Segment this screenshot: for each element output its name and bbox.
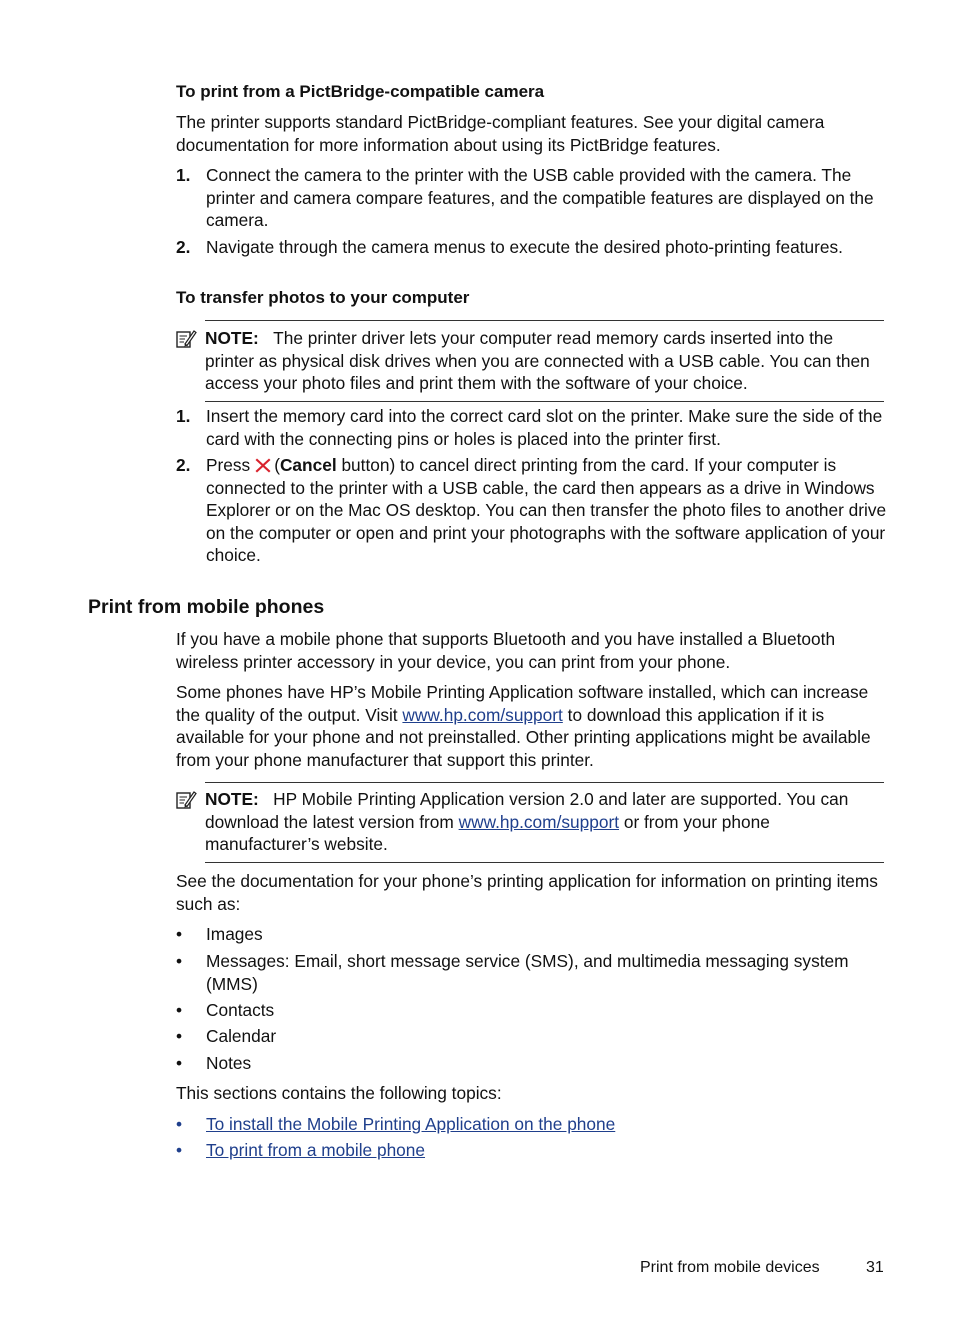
step-number: 2.: [176, 237, 191, 257]
bullet-marker: •: [176, 1140, 183, 1160]
bullet-marker: •: [176, 1053, 183, 1073]
page-number: 31: [866, 1259, 884, 1276]
topics-intro: This sections contains the following topics:: [176, 1083, 502, 1103]
note-body: The printer driver lets your computer read memory cards inserted into the printer as physical disk drives when you are connected with a USB cable. You can then access your photo files and print them with the software of your choice.: [205, 328, 870, 393]
list-item-text: Images: [206, 924, 263, 944]
bullet-marker: •: [176, 1114, 183, 1134]
note-top-rule: [205, 782, 884, 783]
note-icon: [175, 789, 197, 811]
hp-support-link[interactable]: www.hp.com/support: [458, 811, 620, 832]
note-label: NOTE:: [205, 789, 259, 809]
topic-link-install[interactable]: To install the Mobile Printing Application on the phone: [206, 1114, 616, 1134]
mobile-note: [205, 788, 885, 856]
step-text: Insert the memory card into the correct card slot on the printer. Make sure the side of the card with the connecting pins or holes is placed into the printer first.: [206, 406, 883, 449]
transfer-note: [205, 327, 885, 395]
step-number: 1.: [176, 406, 191, 426]
note-label: NOTE:: [205, 328, 259, 348]
topic-link-print[interactable]: To print from a mobile phone: [206, 1140, 426, 1160]
cancel-x-icon: [254, 456, 272, 474]
transfer-step-2: [176, 454, 888, 568]
mobile-para-3: See the documentation for your phone’s printing application for information on printing items such as:: [176, 871, 878, 914]
pictbridge-step-1: [176, 164, 888, 232]
bullet-marker: •: [176, 1026, 183, 1046]
section-heading: Print from mobile phones: [88, 596, 325, 618]
pictbridge-intro: The printer supports standard PictBridge-compliant features. See your digital camera documentation for more information about using its PictBridge features.: [176, 112, 825, 155]
step-text: Navigate through the camera menus to execute the desired photo-printing features.: [206, 237, 843, 257]
note-after: or from your phone manufacturer’s website.: [205, 811, 770, 854]
note-before: HP Mobile Printing Application version 2.0 and later are supported. You can download the latest version from: [205, 789, 849, 832]
note-top-rule: [205, 320, 884, 321]
step-text: Connect the camera to the printer with the USB cable provided with the camera. The printer and camera compare features, and the compatible features are displayed on the camera.: [206, 165, 874, 230]
step-number: 2.: [176, 455, 191, 475]
list-item-text: Notes: [206, 1053, 252, 1073]
mobile-para-2: [176, 681, 888, 771]
note-bottom-rule: [205, 401, 884, 402]
cancel-label: Cancel: [279, 455, 337, 475]
mobile-para-1: If you have a mobile phone that supports Bluetooth and you have installed a Bluetooth wireless printer accessory in your device, you can print from your phone.: [176, 629, 836, 672]
bullet-marker: •: [176, 924, 183, 944]
note-icon: [175, 328, 197, 350]
list-item-text: Calendar: [206, 1026, 277, 1046]
transfer-step-1: [176, 405, 888, 451]
list-item-text: Contacts: [206, 1000, 275, 1020]
bullet-marker: •: [176, 951, 183, 971]
footer-section-title: Print from mobile devices: [640, 1259, 820, 1276]
press-word: Press: [206, 455, 251, 475]
bullet-marker: •: [176, 1000, 183, 1020]
pictbridge-heading: To print from a PictBridge-compatible camera: [176, 82, 545, 101]
step-number: 1.: [176, 165, 191, 185]
note-bottom-rule: [205, 862, 884, 863]
transfer-heading: To transfer photos to your computer: [176, 288, 470, 307]
para2-after: to download this application if it is available for your phone and not preinstalled. Other printing applications might be available from your phone manufacturer that support this printer.: [176, 704, 871, 770]
para2-before: Some phones have HP’s Mobile Printing Application software installed, which can increase the quality of the output. Visit: [176, 682, 869, 725]
pictbridge-step-2: [176, 236, 888, 260]
step-text: Press (Cancel button) to cancel direct printing from the card. If your computer is connected to the printer with a USB cable, the card then appears as a drive in Windows Explorer or on the Mac OS desktop. You can then transfer the photo files to another drive on the computer or open and print your photographs with the software application of your choice.: [206, 455, 887, 565]
hp-support-link[interactable]: www.hp.com/support: [402, 704, 563, 725]
step2-rest: button) to cancel direct printing from the card. If your computer is connected to the printer with a USB cable, the card then appears as a drive in Windows Explorer or on the Mac OS desktop. You can then transfer the photo files to another drive on the computer or open and print your photographs with the software application of your choice.: [206, 455, 887, 565]
list-item-text: Messages: Email, short message service (SMS), and multimedia messaging system (MMS): [206, 951, 849, 994]
